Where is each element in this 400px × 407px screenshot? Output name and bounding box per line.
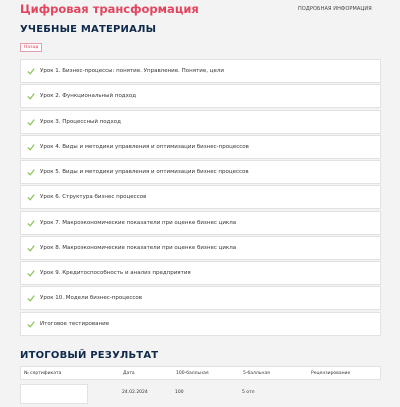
table-row — [20, 381, 381, 407]
check-icon — [27, 269, 35, 277]
lesson-label: Урок 5. Виды и методики управления и оптимизации бизнес процессов — [40, 169, 249, 175]
lesson-label: Урок 10. Модели бизнес-процессов — [40, 295, 143, 302]
lesson-item[interactable] — [20, 59, 381, 83]
lesson-label: Урок 3. Процессный подход — [40, 118, 121, 125]
col-date: Дата — [123, 371, 135, 376]
lesson-label: Урок 6. Структура бизнес процессов — [40, 194, 147, 201]
lesson-label: Урок 2. Функциональный подход — [40, 93, 137, 100]
col-certificate: № сертификата — [24, 371, 62, 376]
col-score100: 100-балльная — [176, 371, 209, 376]
back-button[interactable]: Назад — [20, 43, 42, 52]
materials-heading: УЧЕБНЫЕ МАТЕРИАЛЫ — [20, 24, 157, 35]
lesson-item[interactable] — [20, 236, 381, 260]
check-icon — [27, 118, 35, 126]
lesson-label: Урок 4. Виды и методики управления и оптимизации бизнес-процессов — [40, 143, 249, 150]
lessons-list — [20, 59, 381, 337]
result-date: 24.02.2024 — [122, 390, 148, 395]
lesson-item[interactable] — [20, 312, 381, 336]
check-icon — [27, 92, 35, 100]
results-heading: ИТОГОВЫЙ РЕЗУЛЬТАТ — [20, 350, 159, 361]
lesson-item[interactable] — [20, 84, 381, 108]
check-icon — [27, 320, 35, 328]
col-review: Рецензирование — [311, 371, 351, 376]
more-info-link[interactable]: ПОДРОБНАЯ ИНФОРМАЦИЯ — [298, 6, 372, 12]
lesson-label: Урок 8. Макроэкономические показатели при оценке бизнес цикла — [40, 244, 237, 251]
col-score5: 5-балльная — [243, 371, 270, 376]
check-icon — [27, 143, 35, 151]
certificate-cell — [20, 384, 88, 404]
check-icon — [27, 193, 35, 201]
result-score5: 5 отл — [242, 390, 255, 395]
lesson-item[interactable] — [20, 261, 381, 285]
check-icon — [27, 168, 35, 176]
page-header — [0, 0, 400, 18]
lesson-label: Урок 9. Кредитоспособность и анализ предприятия — [40, 270, 191, 276]
check-icon — [27, 244, 35, 252]
results-table-header — [20, 366, 381, 380]
lesson-item[interactable] — [20, 286, 381, 310]
lesson-item[interactable] — [20, 160, 381, 184]
page-title: Цифровая трансформация — [20, 2, 199, 16]
result-score100: 100 — [175, 390, 184, 395]
check-icon — [27, 294, 35, 302]
lesson-item[interactable] — [20, 110, 381, 134]
lesson-label: Урок 1. Бизнес-процессы: понятие. Управление. Понятие, цели — [40, 68, 224, 74]
lesson-item[interactable] — [20, 211, 381, 235]
lesson-item[interactable] — [20, 185, 381, 209]
lesson-label: Урок 7. Макроэкономические показатели при оценке бизнес цикла — [40, 219, 237, 226]
lesson-label: Итоговое тестирование — [40, 320, 110, 327]
lesson-item[interactable] — [20, 135, 381, 159]
check-icon — [27, 219, 35, 227]
check-icon — [27, 67, 35, 75]
